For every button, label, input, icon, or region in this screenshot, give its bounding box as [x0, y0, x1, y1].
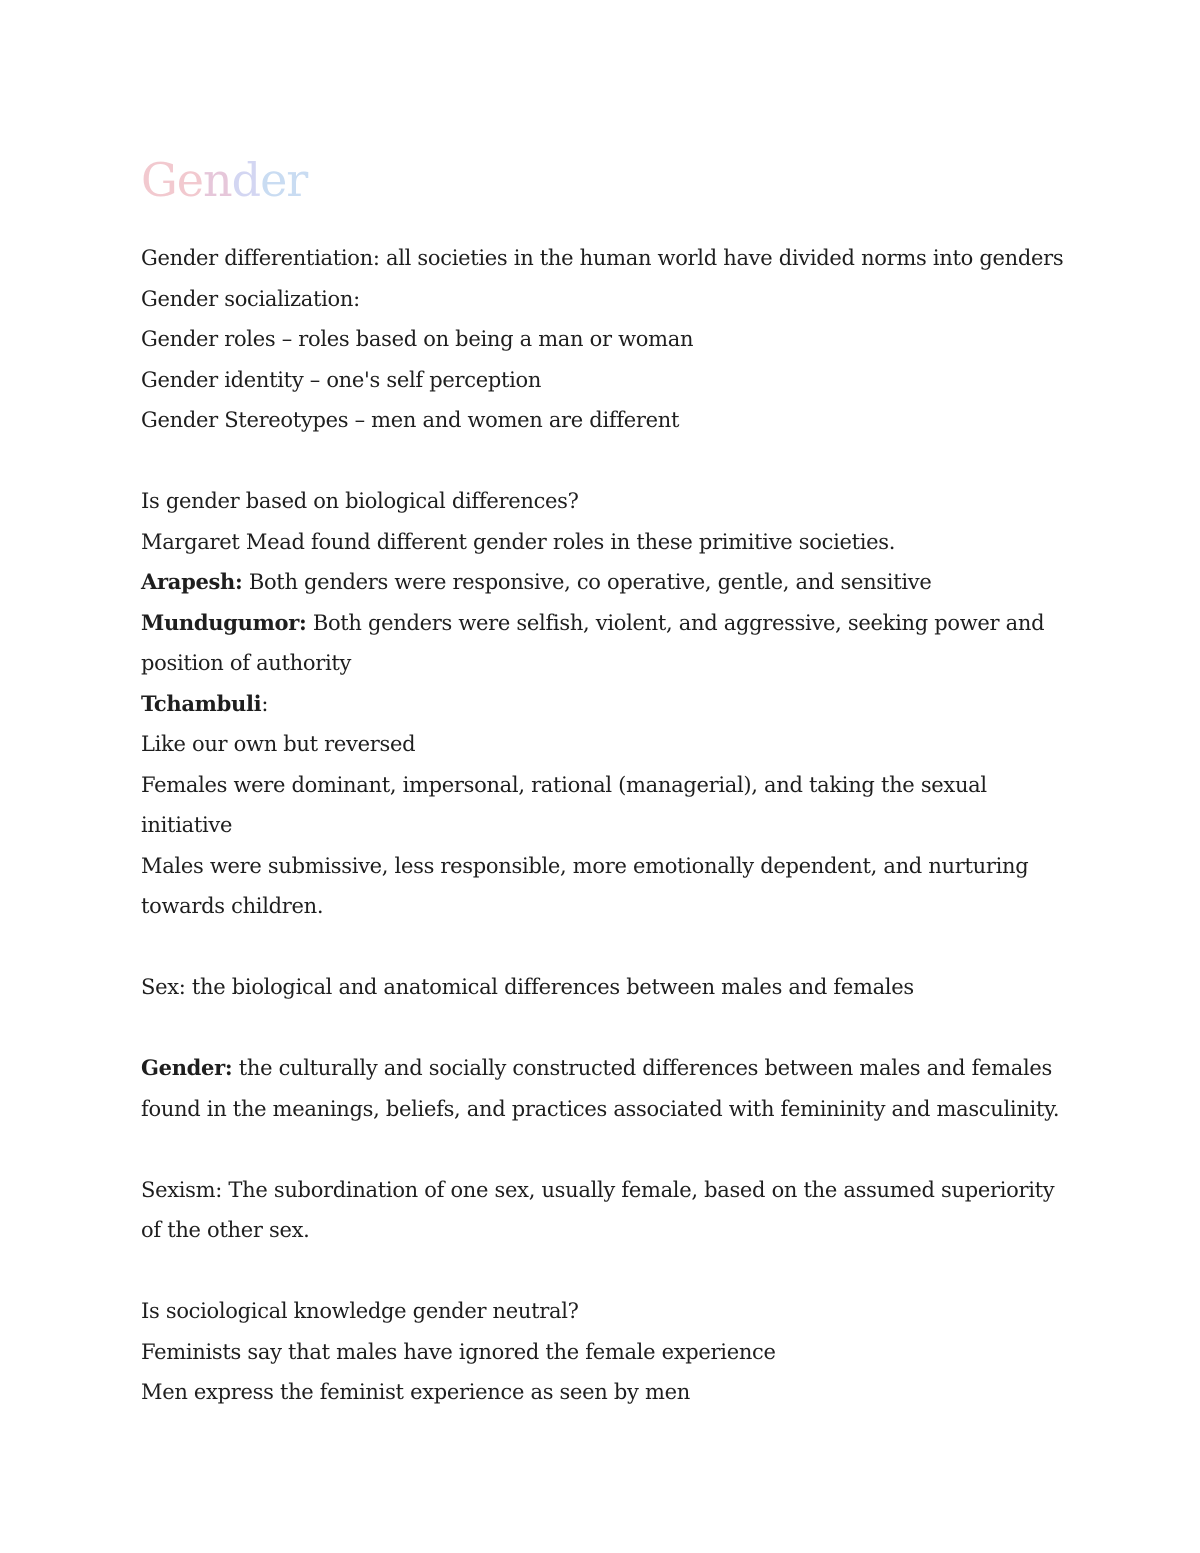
term-label: Gender:	[141, 1055, 233, 1080]
line-text: Both genders were selfish, violent, and aggressive, seeking power and	[306, 610, 1045, 635]
term-label: Arapesh:	[141, 569, 243, 594]
paragraph-line	[141, 967, 1081, 1008]
line-text: towards children.	[141, 894, 324, 918]
paragraph-line	[141, 400, 1081, 441]
paragraph-line	[141, 1210, 1081, 1251]
line-text: Gender Stereotypes – men and women are different	[141, 408, 680, 432]
paragraph-line	[141, 684, 1081, 725]
paragraph-line	[141, 279, 1081, 320]
paragraph-line	[141, 1129, 1081, 1170]
paragraph-line	[141, 886, 1081, 927]
paragraph-line	[141, 562, 1081, 603]
title-segment: d	[231, 153, 261, 207]
paragraph-line	[141, 846, 1081, 887]
paragraph-line	[141, 765, 1081, 806]
paragraph-line	[141, 724, 1081, 765]
line-text: position of authority	[141, 651, 352, 675]
paragraph-line	[141, 805, 1081, 846]
line-text: found in the meanings, beliefs, and practices associated with femininity and masculinity.	[141, 1096, 1060, 1121]
title-segment: Ge	[141, 153, 203, 207]
paragraph-line	[141, 927, 1081, 968]
document-page	[141, 148, 1081, 1413]
line-text: Is gender based on biological differences?	[141, 489, 579, 513]
line-text: Gender identity – one's self perception	[141, 367, 542, 392]
title-segment: er	[260, 153, 308, 207]
term-label: Tchambuli	[141, 690, 262, 716]
line-text: Feminists say that males have ignored the female experience	[141, 1339, 776, 1364]
paragraph-line	[141, 1048, 1081, 1089]
line-text: initiative	[141, 813, 233, 837]
title-segment: n	[202, 153, 232, 207]
paragraph-line	[141, 1170, 1081, 1211]
paragraph-line	[141, 360, 1081, 401]
paragraph-line	[141, 643, 1081, 684]
paragraph-line	[141, 1291, 1081, 1332]
document-body	[141, 238, 1081, 1413]
line-text: Men express the feminist experience as seen by men	[141, 1380, 690, 1404]
paragraph-line	[141, 481, 1081, 522]
paragraph-line	[141, 522, 1081, 563]
line-text: Gender roles – roles based on being a man or woman	[141, 327, 694, 351]
paragraph-line	[141, 603, 1081, 644]
paragraph-line	[141, 441, 1081, 482]
line-text: the culturally and socially constructed differences between males and females	[232, 1056, 1053, 1080]
line-text: Gender socialization:	[141, 286, 360, 311]
line-text: Sex: the biological and anatomical differences between males and females	[141, 975, 914, 999]
line-text: Margaret Mead found different gender roles in these primitive societies.	[141, 529, 896, 554]
paragraph-line	[141, 1089, 1081, 1130]
line-text: Like our own but reversed	[141, 732, 416, 756]
paragraph-line	[141, 1372, 1081, 1413]
line-text: Is sociological knowledge gender neutral?	[141, 1299, 579, 1323]
line-text: of the other sex.	[141, 1218, 310, 1242]
paragraph-line	[141, 1008, 1081, 1049]
page-title	[141, 148, 1081, 212]
line-text: Both genders were responsive, co operative, gentle, and sensitive	[242, 570, 932, 594]
line-text: Males were submissive, less responsible, more emotionally dependent, and nurturing	[141, 853, 1029, 878]
line-text: Gender differentiation: all societies in the human world have divided norms into genders	[141, 246, 1064, 270]
paragraph-line	[141, 238, 1081, 279]
line-text: Females were dominant, impersonal, rational (managerial), and taking the sexual	[141, 772, 987, 797]
line-text: :	[261, 691, 269, 716]
paragraph-line	[141, 1332, 1081, 1373]
term-label: Mundugumor:	[141, 609, 307, 635]
paragraph-line	[141, 319, 1081, 360]
paragraph-line	[141, 1251, 1081, 1292]
line-text: Sexism: The subordination of one sex, usually female, based on the assumed superiority	[141, 1177, 1055, 1202]
